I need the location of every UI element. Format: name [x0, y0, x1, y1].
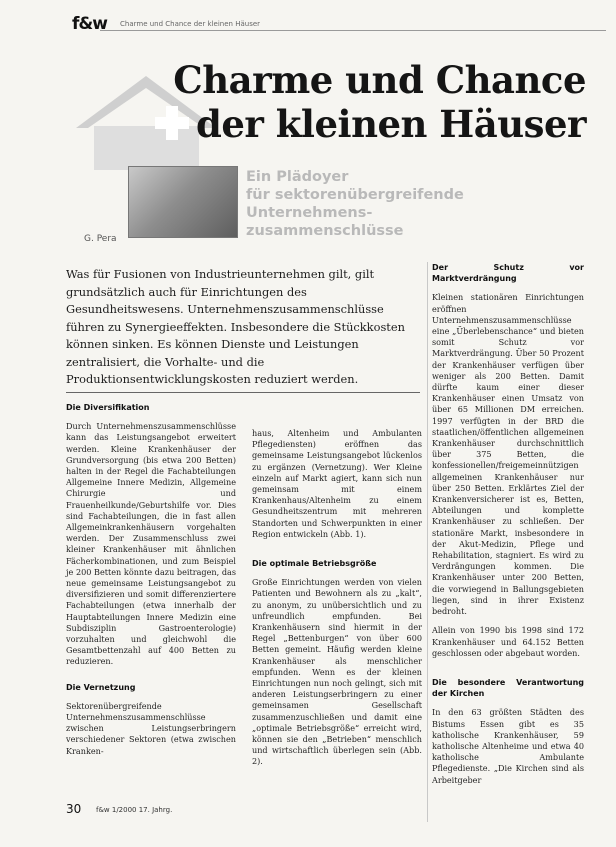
body-paragraph: Sektorenübergreifende Unternehmenszusammenschlüsse zwischen Leistungserbringern verschiedener Sektoren (etwa zwischen Kranken-	[66, 700, 236, 756]
section-heading: Der Schutz vor Marktverdrängung	[432, 263, 584, 284]
subtitle-line: für sektorenübergreifende	[246, 187, 464, 203]
title-line-2: der kleinen Häuser	[196, 102, 586, 146]
body-paragraph: In den 63 größten Städten des Bistums Essen gibt es 35 katholische Krankenhäuser, 59 katholische Altenheime und etwa 40 katholische Ambulante Pflegedienste. „Die Kirchen sind als Arbeitgeber	[432, 707, 584, 785]
body-paragraph: Allein von 1990 bis 1998 sind 172 Krankenhäuser und 64.152 Betten geschlossen oder abgebaut worden.	[432, 625, 584, 658]
body-paragraph: Große Einrichtungen werden von vielen Patienten und Bewohnern als zu „kalt“, zu anonym, zu unübersichtlich und zu unfreundlich empfunden. Bei Krankenhäusern sind hiermit in der Regel „Bettenburgen“ von über 600 Betten gemeint. Häufig werden kleine Krankenhäuser als menschlicher empfunden. Wenn es der kleinen Einrichtungen nun noch gelingt, sich mit anderen Leistungserbringern zu einer gemeinsamen Gesellschaft zusammenzuschließen und damit eine „optimale Betriebsgröße“ erreicht wird, können sie den „Betrieben“ menschlich und wirtschaftlich überlegen sein (Abb. 2).	[252, 577, 422, 767]
column-1	[66, 402, 236, 765]
subtitle-line: zusammenschlüsse	[246, 223, 404, 239]
column-2	[252, 428, 422, 776]
column-3	[432, 262, 584, 794]
header-rule	[100, 30, 606, 31]
issue-info: f&w 1/2000 17. Jahrg.	[96, 806, 173, 814]
subtitle-line: Unternehmens-	[246, 205, 373, 221]
article-title	[173, 58, 586, 146]
lead-paragraph: Was für Fusionen von Industrieunternehmen gilt, gilt grundsätzlich auch für Einrichtungen des Gesundheitswesens. Unternehmenszusammenschlüsse führen zu Synergieeffekten. Insbesondere die Stückkosten können sinken. Es können Dienste und Leistungen zentralisiert, die Vorhalte- und die Produktionsentwicklungskosten reduziert werden.	[66, 267, 405, 386]
article-subtitle	[246, 168, 464, 240]
body-paragraph: haus, Altenheim und Ambulanten Pflegediensten) eröffnen das gemeinsame Leistungsangebot lückenlos zu ergänzen (Vernetzung). Wer Kleine einzeln auf Markt agiert, kann sich nun gemeinsam mit einem Krankenhaus/Altenheim zu einem Gesundheitszentrum mit mehreren Standorten und Schwerpunkten in einer Region entwickeln (Abb. 1).	[252, 428, 422, 539]
section-heading: Die optimale Betriebsgröße	[252, 559, 377, 569]
section-heading: Die Diversifikation	[66, 403, 150, 412]
subtitle-line: Ein Plädoyer	[246, 169, 349, 185]
column-divider	[427, 262, 428, 822]
body-paragraph: Durch Unternehmenszusammenschlüsse kann das Leistungsangebot erweitert werden. Kleine Krankenhäuser der Grundversorgung (bis etwa 200 Betten) halten in der Regel die Fachabteilungen Allgemeine Innere Medizin, Allgemeine Chirurgie und Frauenheilkunde/Geburtshilfe vor. Dies sind Fachabteilungen, die in fast allen Allgemeinkrankenhäusern vorgehalten werden. Der Zusammenschluss zwei kleiner Krankenhäuser mit ähnlichen Fächerkombinationen, und zum Beispiel je 200 Betten könnte dazu beitragen, das neue gemeinsame Leistungsangebot zu diversifizieren und somit differenziertere Fachabteilungen (etwa innerhalb der Hauptabteilungen Innere Medizin eine Subdisziplin Gastroenterologie) vorzuhalten und gleichwohl die Gesamtbettenzahl auf 400 Betten zu reduzieren.	[66, 421, 236, 667]
body-paragraph: Kleinen stationären Einrichtungen eröffnen Unternehmenszusammenschlüsse eine „Überlebenschance“ und bieten somit Schutz vor Marktverdrängung. Über 50 Prozent der Krankenhäuser verfügen über weniger als 200 Betten. Damit dürfte kaum einer dieser Krankenhäuser einen Umsatz von über 65 Millionen DM erreichen. 1997 verfügten in der BRD die staatlichen/öffentlichen allgemeinen Krankenhäuser durchschnittlich über 375 Betten, die konfessionellen/freigemeinnützigen allgemeinen Krankenhäuser nur über 250 Betten. Erklärtes Ziel der Krankenversicherer ist es, Betten, Abteilungen und komplette Krankenhäuser zu schließen. Der stationäre Markt, insbesondere in der Akut-Medizin, Pflege und Rehabilitation, stagniert. Es wird zu Verdrängungen kommen. Die Krankenhäuser unter 200 Betten, die vorwiegend in Ballungsgebieten liegen, sind in ihrer Existenz bedroht.	[432, 292, 584, 617]
title-line-1: Charme und Chance	[173, 58, 586, 102]
page-number: 30	[66, 802, 82, 816]
running-head: Charme und Chance der kleinen Häuser	[120, 20, 261, 28]
lead-rule	[66, 392, 420, 393]
section-heading: Die Vernetzung	[66, 682, 136, 692]
feature-photo	[128, 166, 238, 238]
author-name: G. Pera	[84, 234, 117, 244]
section-heading: Die besondere Verantwortung der Kirchen	[432, 677, 584, 699]
journal-logo: f&w	[72, 14, 107, 34]
